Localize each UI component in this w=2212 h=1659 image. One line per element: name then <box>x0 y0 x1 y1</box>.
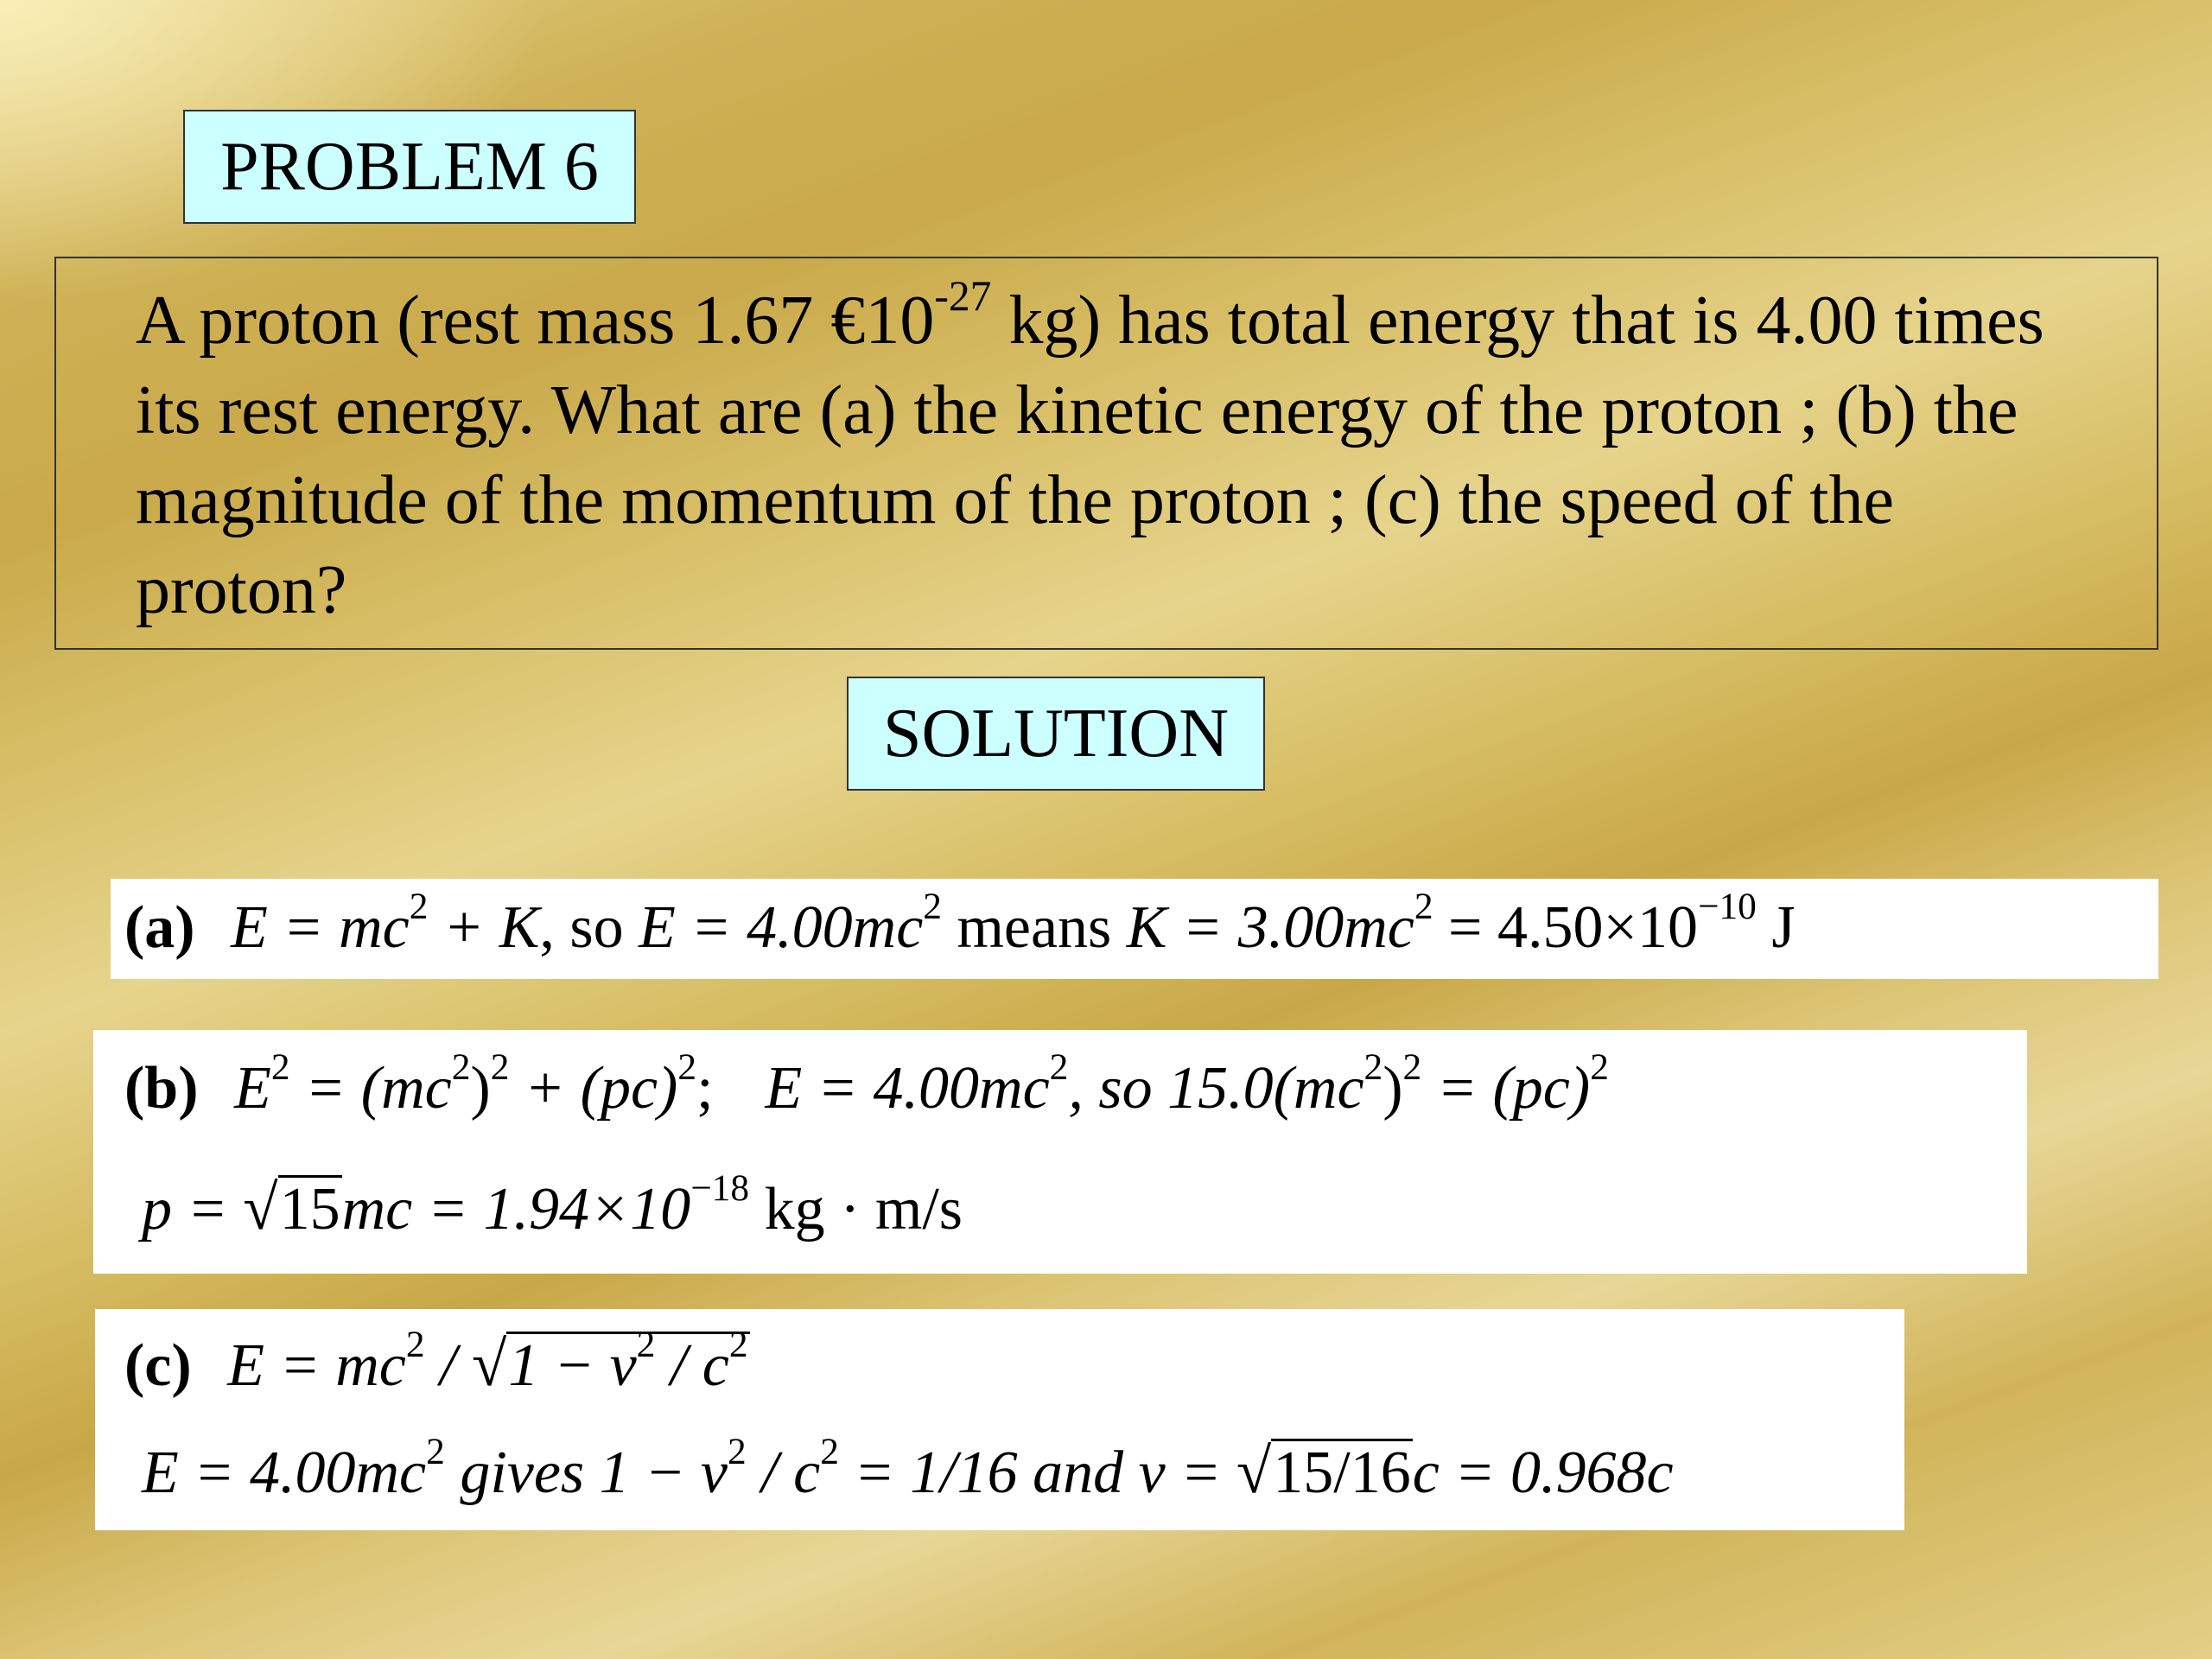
answer-a-exp: −10 <box>1698 886 1757 927</box>
answer-a-eq1b: + K <box>428 894 540 961</box>
answer-b-l2exp: −18 <box>690 1167 750 1209</box>
answer-b-sq5: 2 <box>1049 1046 1069 1088</box>
solution-label-text: SOLUTION <box>883 696 1229 772</box>
answer-a-eq3: K = 3.00mc <box>1126 894 1414 961</box>
answer-c-rad1b: / c <box>655 1332 729 1399</box>
answer-a-line <box>124 886 1796 963</box>
answer-a-eq1: E = mc <box>231 894 410 961</box>
answer-c-sq4: 2 <box>426 1431 445 1472</box>
answer-b-eq1d: + (pc) <box>509 1055 678 1122</box>
answer-c-eq1: E = mc <box>227 1332 406 1399</box>
answer-b-eq1c: ) <box>470 1055 491 1122</box>
answer-c-line1 <box>124 1324 750 1401</box>
answer-c-l2a: E = 4.00mc <box>142 1440 427 1506</box>
solution-label <box>847 677 1265 791</box>
answer-b-eq4: = (pc) <box>1421 1055 1591 1122</box>
answer-c-sq5: 2 <box>727 1431 747 1472</box>
sqrt-symbol-icon: √ <box>471 1329 507 1399</box>
answer-a-eq2: E = 4.00mc <box>639 894 924 961</box>
answer-b-line1 <box>124 1046 1609 1123</box>
answer-b-semi: ; <box>696 1055 714 1122</box>
answer-a <box>111 879 2158 979</box>
answer-a-sq1: 2 <box>409 886 429 927</box>
answer-b-eq1: E <box>234 1055 271 1122</box>
answer-c-l2d: = 1/16 and v = <box>838 1440 1236 1506</box>
sqrt-symbol-icon: √ <box>1236 1436 1272 1506</box>
answer-a-sq3: 2 <box>1414 886 1433 927</box>
problem-label-text: PROBLEM 6 <box>220 129 599 205</box>
answer-b-line2 <box>142 1167 963 1244</box>
answer-c-l2c: / c <box>746 1440 821 1506</box>
answer-b-sq3: 2 <box>490 1046 510 1088</box>
answer-a-so: , so <box>539 894 639 961</box>
answer-c-sq1: 2 <box>405 1324 425 1365</box>
answer-c-l2-radicand: 15/16 <box>1273 1440 1411 1506</box>
problem-statement <box>54 257 2158 650</box>
answer-a-means: means <box>941 894 1127 961</box>
problem-text-exponent: -27 <box>934 272 992 321</box>
answer-b-radicand: 15 <box>279 1176 340 1243</box>
answer-c-line2 <box>142 1431 1674 1508</box>
answer-c-sq6: 2 <box>820 1431 839 1472</box>
answer-b-so: , so 15.0(mc <box>1068 1055 1364 1122</box>
answer-a-sq2: 2 <box>923 886 942 927</box>
answer-b-eq1b: = (mc <box>289 1055 452 1122</box>
answer-b-sq8: 2 <box>1590 1046 1609 1088</box>
answer-a-tag: (a) <box>124 894 195 961</box>
answer-b-sq2: 2 <box>451 1046 471 1088</box>
answer-b-l2a: p = <box>142 1176 244 1243</box>
answer-b-eq3: ) <box>1382 1055 1403 1122</box>
problem-text-part2: kg) has total energy that is 4.00 times its rest energy. What are (a) the kinetic energy of the proton ; (b) the magnitude of the momentum of the proton ; (c) the speed of the proton? <box>136 283 2044 628</box>
answer-b-tag: (b) <box>124 1055 199 1122</box>
problem-label <box>183 110 636 224</box>
answer-c-sq2: 2 <box>636 1324 656 1365</box>
answer-b-sq1: 2 <box>270 1046 290 1088</box>
answer-b-eq2: E = 4.00mc <box>765 1055 1050 1122</box>
answer-a-unit: J <box>1756 894 1796 961</box>
sqrt-symbol-icon: √ <box>243 1173 278 1243</box>
answer-b <box>93 1030 2027 1274</box>
answer-c-eq1b: / <box>424 1332 472 1399</box>
answer-a-eq4: = 4.50×10 <box>1433 894 1699 961</box>
answer-b-l2unit: kg · m/s <box>749 1176 963 1243</box>
answer-c <box>95 1309 1904 1530</box>
answer-b-sq7: 2 <box>1402 1046 1422 1088</box>
answer-c-tag: (c) <box>124 1332 192 1399</box>
answer-c-l2e: c = 0.968c <box>1412 1440 1674 1506</box>
answer-c-radicand <box>506 1324 749 1399</box>
answer-c-rad1a: 1 − v <box>508 1332 637 1399</box>
answer-c-l2b: gives 1 − v <box>444 1440 728 1506</box>
answer-c-sq3: 2 <box>728 1324 748 1365</box>
problem-text-part1: A proton (rest mass 1.67 €10 <box>136 283 935 359</box>
answer-b-l2b: mc = 1.94×10 <box>341 1176 691 1243</box>
answer-b-sq6: 2 <box>1363 1046 1383 1088</box>
answer-b-sq4: 2 <box>677 1046 697 1088</box>
